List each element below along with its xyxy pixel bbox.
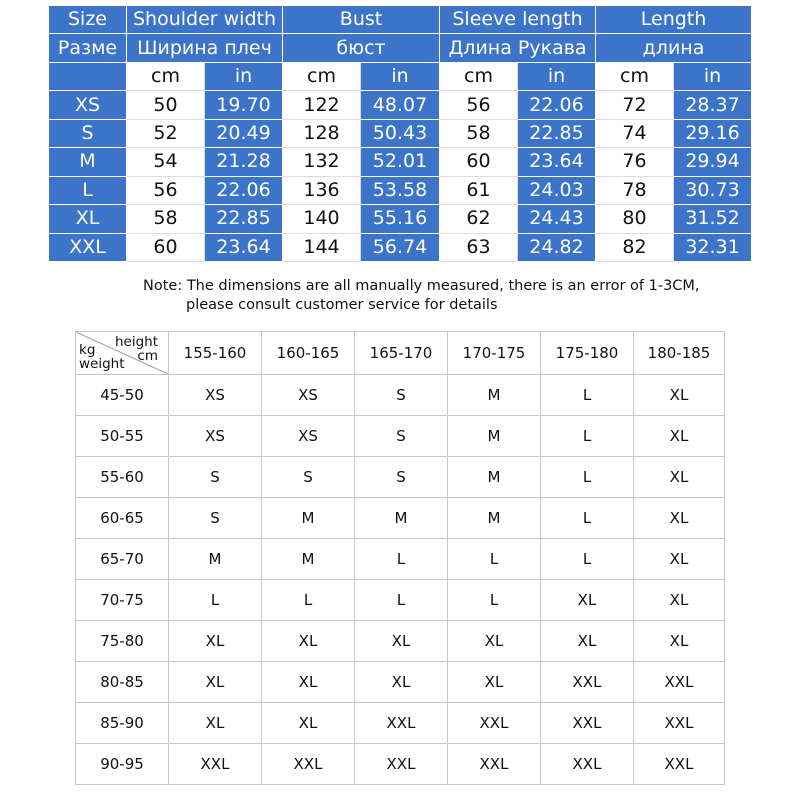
- recommended-size: S: [355, 375, 448, 416]
- measurement-in: 24.03: [518, 176, 596, 204]
- height-weight-fit-table: [75, 331, 725, 785]
- recommended-size: XXL: [634, 744, 725, 785]
- measurement-cm: 122: [283, 91, 361, 119]
- size-label: L: [49, 176, 127, 204]
- recommended-size: XXL: [541, 662, 634, 703]
- corner-height-label: height: [114, 334, 158, 350]
- weight-range: 80-85: [76, 662, 169, 703]
- recommended-size: XXL: [448, 703, 541, 744]
- fit-row: [76, 703, 725, 744]
- fit-row: [76, 580, 725, 621]
- recommended-size: L: [448, 539, 541, 580]
- measurement-cm: 136: [283, 176, 361, 204]
- recommended-size: XL: [169, 621, 262, 662]
- recommended-size: XL: [634, 416, 725, 457]
- measurement-cm: 80: [596, 205, 674, 233]
- header-bust: Bust: [283, 6, 440, 34]
- header-sleeve-length: Sleeve length: [440, 6, 596, 34]
- unit-cm: cm: [283, 62, 361, 90]
- recommended-size: S: [355, 457, 448, 498]
- recommended-size: XL: [448, 621, 541, 662]
- measurement-cm: 144: [283, 233, 361, 261]
- recommended-size: XXL: [541, 703, 634, 744]
- fit-row: [76, 416, 725, 457]
- size-label: XXL: [49, 233, 127, 261]
- measurement-in: 24.82: [518, 233, 596, 261]
- size-measurement-table: [48, 5, 752, 262]
- unit-row: [49, 62, 752, 90]
- measurement-cm: 76: [596, 148, 674, 176]
- recommended-size: XL: [634, 539, 725, 580]
- measurement-cm: 140: [283, 205, 361, 233]
- size-row: [49, 148, 752, 176]
- recommended-size: XS: [169, 375, 262, 416]
- recommended-size: M: [448, 416, 541, 457]
- recommended-size: M: [448, 498, 541, 539]
- recommended-size: XXL: [541, 744, 634, 785]
- recommended-size: XL: [169, 662, 262, 703]
- size-label: XL: [49, 205, 127, 233]
- measurement-cm: 54: [127, 148, 205, 176]
- recommended-size: M: [262, 498, 355, 539]
- recommended-size: L: [355, 580, 448, 621]
- header-bust-ru: бюст: [283, 34, 440, 62]
- measurement-cm: 62: [440, 205, 518, 233]
- measurement-in: 21.28: [205, 148, 283, 176]
- fit-row: [76, 662, 725, 703]
- size-label: XS: [49, 91, 127, 119]
- recommended-size: L: [541, 416, 634, 457]
- measurement-cm: 63: [440, 233, 518, 261]
- measurement-note: [143, 277, 743, 315]
- measurement-in: 48.07: [361, 91, 440, 119]
- measurement-cm: 58: [127, 205, 205, 233]
- recommended-size: M: [262, 539, 355, 580]
- measurement-in: 55.16: [361, 205, 440, 233]
- fit-table-body: [76, 375, 725, 785]
- recommended-size: XL: [541, 580, 634, 621]
- weight-range: 60-65: [76, 498, 169, 539]
- corner-kg-label: kg: [79, 342, 96, 358]
- recommended-size: XS: [169, 416, 262, 457]
- measurement-in: 29.16: [674, 119, 752, 147]
- header-shoulder-width-ru: Ширина плеч: [127, 34, 283, 62]
- recommended-size: XXL: [448, 744, 541, 785]
- header-sleeve-length-ru: Длина Рукава: [440, 34, 596, 62]
- unit-cm: cm: [127, 62, 205, 90]
- recommended-size: S: [262, 457, 355, 498]
- measurement-cm: 132: [283, 148, 361, 176]
- measurement-in: 52.01: [361, 148, 440, 176]
- unit-in: in: [205, 62, 283, 90]
- height-range-header: 160-165: [262, 332, 355, 375]
- size-row: [49, 91, 752, 119]
- measurement-cm: 128: [283, 119, 361, 147]
- recommended-size: S: [169, 457, 262, 498]
- recommended-size: XXL: [634, 703, 725, 744]
- recommended-size: S: [355, 416, 448, 457]
- recommended-size: L: [541, 498, 634, 539]
- recommended-size: L: [541, 457, 634, 498]
- recommended-size: M: [169, 539, 262, 580]
- corner-weight-label: weight: [79, 356, 125, 372]
- measurement-in: 32.31: [674, 233, 752, 261]
- measurement-in: 20.49: [205, 119, 283, 147]
- measurement-in: 56.74: [361, 233, 440, 261]
- header-size-ru: Разме: [49, 34, 127, 62]
- note-line-2: please consult customer service for details: [186, 297, 498, 313]
- size-row: [49, 233, 752, 261]
- height-range-header: 175-180: [541, 332, 634, 375]
- measurement-in: 31.52: [674, 205, 752, 233]
- measurement-cm: 58: [440, 119, 518, 147]
- recommended-size: L: [169, 580, 262, 621]
- measurement-cm: 56: [127, 176, 205, 204]
- measurement-cm: 50: [127, 91, 205, 119]
- measurement-in: 50.43: [361, 119, 440, 147]
- recommended-size: XL: [169, 703, 262, 744]
- measurement-in: 29.94: [674, 148, 752, 176]
- height-range-header: 170-175: [448, 332, 541, 375]
- measurement-in: 24.43: [518, 205, 596, 233]
- measurement-cm: 52: [127, 119, 205, 147]
- header-size: Size: [49, 6, 127, 34]
- recommended-size: M: [448, 457, 541, 498]
- recommended-size: XS: [262, 375, 355, 416]
- measurement-in: 28.37: [674, 91, 752, 119]
- fit-row: [76, 539, 725, 580]
- weight-range: 75-80: [76, 621, 169, 662]
- recommended-size: L: [448, 580, 541, 621]
- measurement-cm: 61: [440, 176, 518, 204]
- size-label: S: [49, 119, 127, 147]
- unit-in: in: [518, 62, 596, 90]
- corner-cm-label: cm: [137, 348, 158, 364]
- measurement-in: 23.64: [518, 148, 596, 176]
- weight-range: 90-95: [76, 744, 169, 785]
- recommended-size: XXL: [634, 662, 725, 703]
- measurement-in: 22.85: [205, 205, 283, 233]
- recommended-size: XL: [262, 662, 355, 703]
- header-length-ru: длина: [596, 34, 752, 62]
- recommended-size: L: [541, 375, 634, 416]
- unit-blank: [49, 62, 127, 90]
- weight-range: 70-75: [76, 580, 169, 621]
- measurement-in: 19.70: [205, 91, 283, 119]
- measurement-cm: 82: [596, 233, 674, 261]
- fit-row: [76, 744, 725, 785]
- recommended-size: XL: [541, 621, 634, 662]
- recommended-size: XL: [262, 621, 355, 662]
- measurement-in: 22.85: [518, 119, 596, 147]
- fit-row: [76, 457, 725, 498]
- measurement-in: 30.73: [674, 176, 752, 204]
- measurement-cm: 56: [440, 91, 518, 119]
- recommended-size: L: [262, 580, 355, 621]
- measurement-cm: 60: [440, 148, 518, 176]
- recommended-size: XL: [262, 703, 355, 744]
- recommended-size: XL: [634, 621, 725, 662]
- fit-row: [76, 375, 725, 416]
- recommended-size: M: [448, 375, 541, 416]
- corner-cell: [76, 332, 169, 375]
- size-table-body: [49, 91, 752, 262]
- header-length: Length: [596, 6, 752, 34]
- weight-range: 45-50: [76, 375, 169, 416]
- recommended-size: M: [355, 498, 448, 539]
- measurement-in: 53.58: [361, 176, 440, 204]
- note-line-1: Note: The dimensions are all manually measured, there is an error of 1-3CM,: [143, 278, 700, 294]
- recommended-size: XXL: [262, 744, 355, 785]
- measurement-in: 22.06: [518, 91, 596, 119]
- recommended-size: XL: [634, 580, 725, 621]
- size-row: [49, 205, 752, 233]
- header-row-russian: [49, 34, 752, 62]
- weight-range: 55-60: [76, 457, 169, 498]
- weight-range: 85-90: [76, 703, 169, 744]
- height-range-header: 180-185: [634, 332, 725, 375]
- recommended-size: XL: [355, 662, 448, 703]
- measurement-in: 23.64: [205, 233, 283, 261]
- fit-header-row: [76, 332, 725, 375]
- measurement-cm: 72: [596, 91, 674, 119]
- size-label: M: [49, 148, 127, 176]
- unit-in: in: [361, 62, 440, 90]
- unit-in: in: [674, 62, 752, 90]
- measurement-cm: 74: [596, 119, 674, 147]
- fit-row: [76, 621, 725, 662]
- fit-row: [76, 498, 725, 539]
- recommended-size: L: [541, 539, 634, 580]
- recommended-size: XL: [355, 621, 448, 662]
- height-range-header: 165-170: [355, 332, 448, 375]
- recommended-size: L: [355, 539, 448, 580]
- recommended-size: XL: [634, 375, 725, 416]
- recommended-size: XS: [262, 416, 355, 457]
- recommended-size: XL: [634, 498, 725, 539]
- measurement-in: 22.06: [205, 176, 283, 204]
- size-row: [49, 176, 752, 204]
- recommended-size: XXL: [355, 703, 448, 744]
- measurement-cm: 78: [596, 176, 674, 204]
- recommended-size: XL: [448, 662, 541, 703]
- unit-cm: cm: [596, 62, 674, 90]
- recommended-size: XXL: [355, 744, 448, 785]
- weight-range: 65-70: [76, 539, 169, 580]
- unit-cm: cm: [440, 62, 518, 90]
- header-shoulder-width: Shoulder width: [127, 6, 283, 34]
- size-row: [49, 119, 752, 147]
- recommended-size: XL: [634, 457, 725, 498]
- measurement-cm: 60: [127, 233, 205, 261]
- header-row-english: [49, 6, 752, 34]
- recommended-size: S: [169, 498, 262, 539]
- recommended-size: XXL: [169, 744, 262, 785]
- weight-range: 50-55: [76, 416, 169, 457]
- height-range-header: 155-160: [169, 332, 262, 375]
